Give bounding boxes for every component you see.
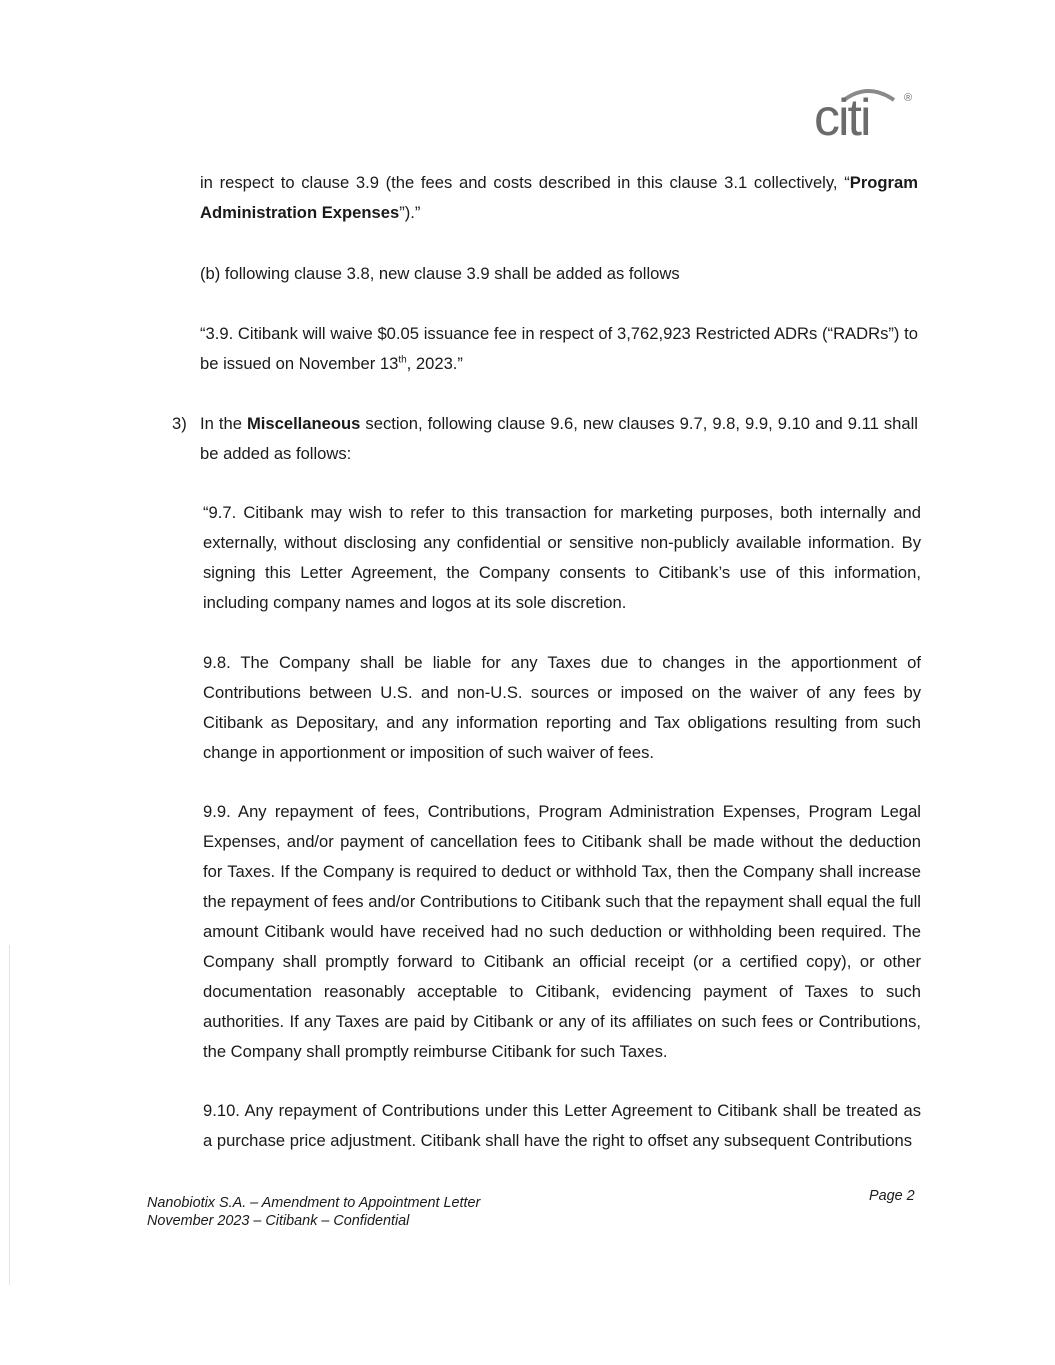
footer (147, 1194, 480, 1230)
paragraph-clause-3-9-intro: (b) following clause 3.8, new clause 3.9 shall be added as follows (200, 264, 680, 283)
term-miscellaneous: Miscellaneous (246, 414, 361, 433)
clause-9-8: 9.8. The Company shall be liable for any Taxes due to changes in the apportionment of Contributions between U.S. and non-U.S. sources or imposed on the waiver of any fees by Citibank as Depositary, and any information reporting and Tax obligations resulting from such change in apportionment or imposition of such waiver of fees. (203, 653, 921, 762)
scan-edge (9, 945, 10, 1285)
clause-9-10: 9.10. Any repayment of Contributions under this Letter Agreement to Citibank shall be treated as a purchase price adjustment. Citibank shall have the right to offset any subsequent Contributions (203, 1101, 921, 1150)
list-number-3: 3) (172, 414, 187, 433)
clause-9-9: 9.9. Any repayment of fees, Contributions, Program Administration Expenses, Program Legal Expenses, and/or payment of cancellation fees to Citibank shall be made without the deduction for Taxes. If the Company is required to deduct or withhold Tax, then the Company shall increase the repayment of fees and/or Contributions to Citibank such that the repayment shall equal the full amount Citibank would have received had no such deduction or withholding been required. The Company shall promptly forward to Citibank an official receipt (or a certified copy), or other documentation reasonably acceptable to Citibank, evidencing payment of Taxes to such authorities. If any Taxes are paid by Citibank or any of its affiliates on such fees or Contributions, the Company shall promptly reimburse Citibank for such Taxes. (203, 802, 921, 1061)
paragraph-clause-3-9: “3.9. Citibank will waive $0.05 issuance fee in respect of 3,762,923 Restricted ADRs (“RADRs”) to be issued on November 13th, 2023.” (200, 324, 918, 373)
paragraph-program-admin: in respect to clause 3.9 (the fees and costs described in this clause 3.1 collectively, “Program Administration Expenses”).” (200, 173, 918, 222)
citi-logo (812, 84, 916, 146)
term-program-admin-expenses: Program Administration Expenses (200, 173, 918, 222)
footer-line-1: Nanobiotix S.A. – Amendment to Appointment Letter (147, 1195, 481, 1211)
logo-text: citi (814, 89, 870, 147)
paragraph-miscellaneous: In the Miscellaneous section, following clause 9.6, new clauses 9.7, 9.8, 9.9, 9.10 and 9.11 shall be added as follows: (200, 414, 918, 463)
page-number: Page 2 (869, 1188, 915, 1204)
footer-line-2: November 2023 – Citibank – Confidential (147, 1213, 410, 1229)
registered-mark: ® (904, 92, 913, 104)
clause-9-7: “9.7. Citibank may wish to refer to this transaction for marketing purposes, both internally and externally, without disclosing any confidential or sensitive non-publicly available information. By signing this Letter Agreement, the Company consents to Citibank’s use of this information, including company names and logos at its sole discretion. (203, 503, 921, 612)
